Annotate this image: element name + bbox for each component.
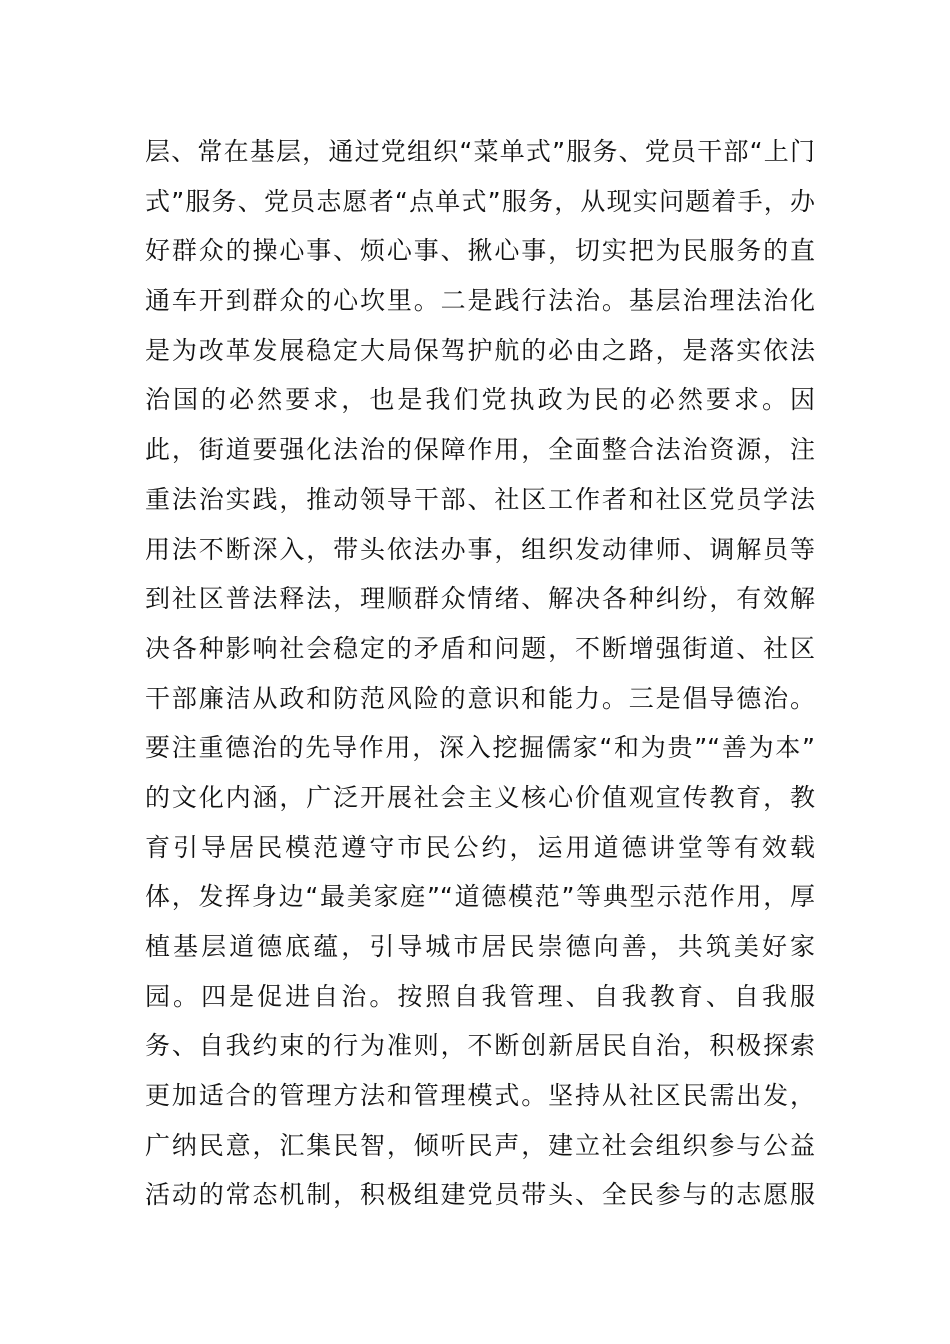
text-line: 务、自我约束的行为准则，不断创新居民自治，积极探索 <box>145 1031 815 1061</box>
text-line: 通车开到群众的心坎里。二是践行法治。基层治理法治化 <box>145 286 815 316</box>
text-line: 园。四是促进自治。按照自我管理、自我教育、自我服 <box>145 981 815 1011</box>
text-line: 更加适合的管理方法和管理模式。坚持从社区民需出发， <box>145 1081 815 1111</box>
text-line: 式”服务、党员志愿者“点单式”服务，从现实问题着手，办 <box>145 186 815 216</box>
text-line: 广纳民意，汇集民智，倾听民声，建立社会组织参与公益 <box>145 1130 815 1160</box>
text-line: 的文化内涵，广泛开展社会主义核心价值观宣传教育，教 <box>145 782 815 812</box>
text-line: 决各种影响社会稳定的矛盾和问题，不断增强街道、社区 <box>145 633 815 663</box>
text-line: 育引导居民模范遵守市民公约，运用道德讲堂等有效载 <box>145 832 815 862</box>
text-line: 到社区普法释法，理顺群众情绪、解决各种纠纷，有效解 <box>145 584 815 614</box>
text-line: 用法不断深入，带头依法办事，组织发动律师、调解员等 <box>145 534 815 564</box>
text-line: 层、常在基层，通过党组织“菜单式”服务、党员干部“上门 <box>145 137 815 166</box>
text-line: 重法治实践，推动领导干部、社区工作者和社区党员学法 <box>145 484 815 514</box>
text-line: 植基层道德底蕴，引导城市居民崇德向善，共筑美好家 <box>145 932 815 961</box>
text-line: 好群众的操心事、烦心事、揪心事，切实把为民服务的直 <box>145 236 815 266</box>
text-line: 此，街道要强化法治的保障作用，全面整合法治资源，注 <box>145 435 815 465</box>
text-line: 要注重德治的先导作用，深入挖掘儒家“和为贵”“善为本” <box>145 733 815 763</box>
text-line: 体，发挥身边“最美家庭”“道德模范”等典型示范作用，厚 <box>145 882 815 912</box>
body-text <box>145 127 815 1220</box>
text-line: 治国的必然要求，也是我们党执政为民的必然要求。因 <box>145 385 815 415</box>
text-line: 活动的常态机制，积极组建党员带头、全民参与的志愿服 <box>145 1180 815 1210</box>
text-line: 是为改革发展稳定大局保驾护航的必由之路，是落实依法 <box>145 335 815 365</box>
text-line: 干部廉洁从政和防范风险的意识和能力。三是倡导德治。 <box>145 683 815 713</box>
